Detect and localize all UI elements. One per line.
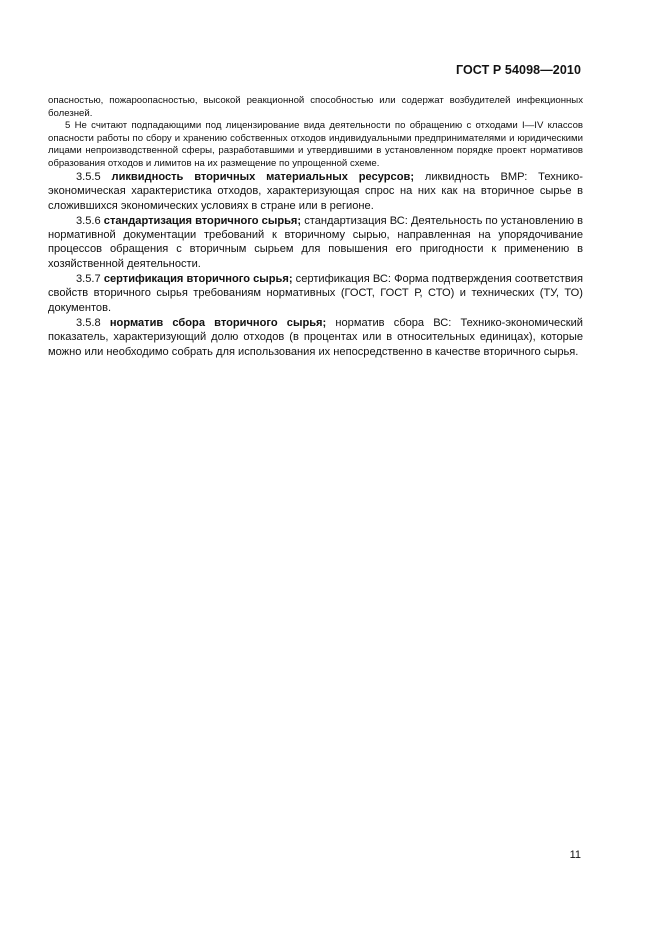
note-5: 5 Не считают подпадающими под лицензирование вида деятельности по обращению с отходами I—IV классов опасности работы по сбору и хранению собственных отходов индивидуальными предпринимателями и юридическими лицами непроизводственной сферы, разработавшими и утвердившими в установленном порядке проект нормативов образования отходов и лимитов на их размещение по упрощенной схеме. bbox=[48, 120, 583, 169]
page-number: 11 bbox=[569, 849, 581, 861]
clause-3-5-7 bbox=[48, 272, 583, 315]
clause-term: ликвидность вторичных материальных ресурсов; bbox=[111, 171, 415, 183]
definitions-section bbox=[48, 170, 583, 360]
clause-definition: норматив сбора ВС: Технико-экономический показатель, характеризующий долю отходов (в процентах или в относительных единицах), которые можно или необходимо собрать для использования их непосредственно в качестве вторичного сырья. bbox=[48, 316, 583, 358]
clause-3-5-6 bbox=[48, 214, 583, 271]
notes-block bbox=[48, 95, 583, 171]
note-continuation: опасностью, пожароопасностью, высокой реакционной способностью или содержат возбудителей инфекционных болезней. bbox=[48, 95, 583, 119]
document-number: ГОСТ Р 54098—2010 bbox=[455, 63, 581, 77]
clause-3-5-8 bbox=[48, 316, 583, 359]
clause-definition: ликвидность ВМР: Технико-экономическая характеристика отходов, характеризующая спрос на них как на вторичное сырье в сложившихся экономических условиях в стране или в регионе. bbox=[48, 171, 583, 212]
clause-number: 3.5.6 bbox=[76, 214, 101, 227]
clause-number: 3.5.5 bbox=[76, 171, 101, 183]
clause-term: сертификация вторичного сырья; bbox=[103, 273, 293, 286]
clause-term: стандартизация вторичного сырья; bbox=[103, 214, 302, 227]
clause-3-5-5 bbox=[48, 170, 583, 213]
clause-definition: стандартизация ВС: Деятельность по установлению в нормативной документации требований к вторичному сырью, направленная на упорядочивание процессов обращения с вторичным сырьем для повышения его пригодности к применению в хозяйственной деятельности. bbox=[48, 214, 583, 270]
clause-definition: сертификация ВС: Форма подтверждения соответствия свойств вторичного сырья требованиям нормативных (ГОСТ, ГОСТ Р, СТО) и технических (ТУ, ТО) документов. bbox=[48, 273, 583, 314]
clause-number: 3.5.7 bbox=[76, 273, 101, 286]
clause-term: норматив сбора вторичного сырья; bbox=[109, 316, 327, 329]
clause-number: 3.5.8 bbox=[76, 316, 101, 329]
